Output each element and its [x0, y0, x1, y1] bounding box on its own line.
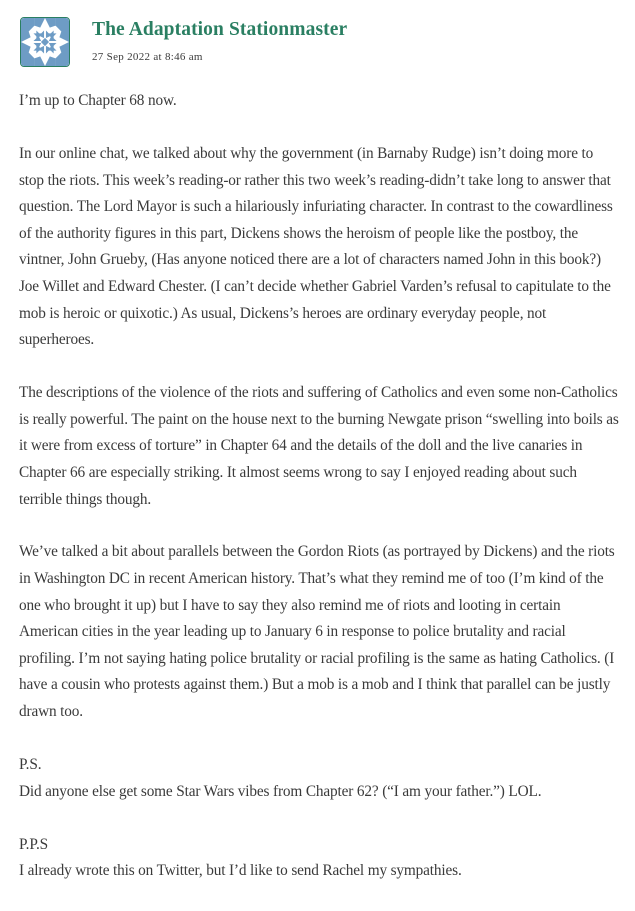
- comment-paragraph: The descriptions of the violence of the riots and suffering of Catholics and even some non-Catholics is really powerful. The paint on the house next to the burning Newgate prison “swelling into boils as it were from excess of torture” in Chapter 64 and the details of the doll and the live canaries in Chapter 66 are especially striking. It almost seems wrong to say I enjoyed reading about such terrible things though.: [19, 384, 619, 508]
- comment-timestamp[interactable]: 27 Sep 2022 at 8:46 am: [92, 51, 203, 63]
- comment-body: [19, 88, 619, 911]
- pps-label: P.P.S: [19, 835, 49, 853]
- ps-text: Did anyone else get some Star Wars vibes from Chapter 62? (“I am your father.”) LOL.: [19, 782, 542, 800]
- avatar[interactable]: [20, 17, 70, 67]
- ps-label: P.S.: [19, 756, 42, 774]
- comment-paragraph: We’ve talked a bit about parallels between the Gordon Riots (as portrayed by Dickens) and the riots in Washington DC in recent American history. That’s what they remind me of too (I’m kind of the one who brought it up) but I have to say they also remind me of riots and looting in certain American cities in the year leading up to January 6 in response to police brutality and racial profiling. I’m not saying hating police brutality or racial profiling is the same as hating Catholics. (I have a cousin who protests against them.) But a mob is a mob and I think that parallel can be justly drawn too.: [19, 543, 615, 721]
- comment-paragraph: In our online chat, we talked about why the government (in Barnaby Rudge) isn’t doing more to stop the riots. This week’s reading-or rather this two week’s reading-didn’t take long to answer that question. The Lord Mayor is such a hilariously infuriating character. In contrast to the cowardliness of the authority figures in this part, Dickens shows the heroism of people like the postboy, the vintner, John Grueby, (Has anyone noticed there are a lot of characters named John in this book?) Joe Willet and Edward Chester. (I can’t decide whether Gabriel Varden’s refusal to capitulate to the mob is heroic or quixotic.) As usual, Dickens’s heroes are ordinary everyday people, not superheroes.: [19, 144, 613, 349]
- comment-author[interactable]: The Adaptation Stationmaster: [92, 19, 348, 40]
- identicon-avatar-icon: [21, 18, 69, 66]
- comment-paragraph: I’m up to Chapter 68 now.: [19, 92, 177, 109]
- pps-text: I already wrote this on Twitter, but I’d like to send Rachel my sympathies.: [19, 862, 462, 880]
